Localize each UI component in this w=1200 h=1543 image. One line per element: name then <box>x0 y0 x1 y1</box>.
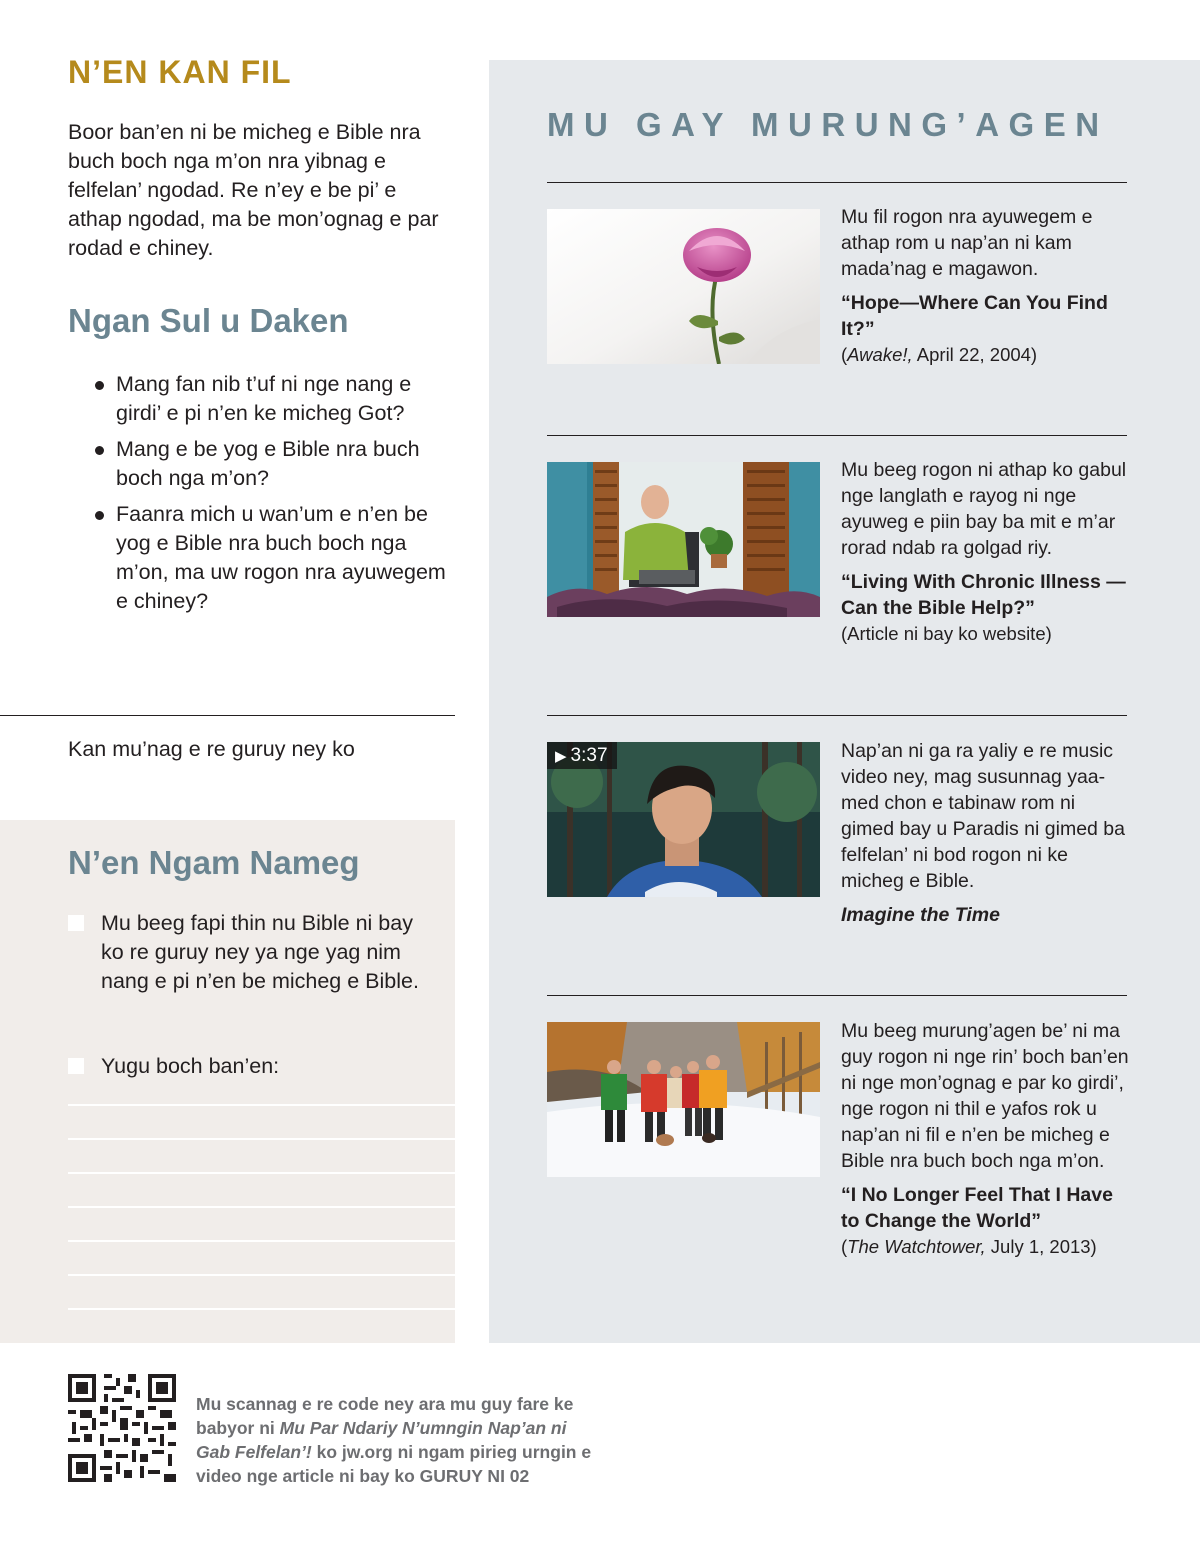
divider <box>547 435 1127 436</box>
video-duration: 3:37 <box>570 745 608 766</box>
video-duration-badge <box>547 742 617 769</box>
writing-line[interactable] <box>68 1206 455 1208</box>
item-title[interactable]: “Living With Chronic Illness —Can the Bible Help?” <box>841 571 1126 619</box>
writing-line[interactable] <box>68 1172 455 1174</box>
goals-panel <box>0 820 455 1343</box>
review-question: Mang e be yog e Bible nra buch boch nga m’on? <box>92 435 452 493</box>
explore-item-text <box>841 457 1131 647</box>
checkbox-icon[interactable] <box>68 915 84 931</box>
writing-line[interactable] <box>68 1274 455 1276</box>
summary-text: Boor ban’en ni be micheg e Bible nra buch boch nga m’on nra yibnag e felfelan’ ngodad. Re n’ey e be pi’ e athap ngodad, ma be mon’ognag e par rodad e chiney. <box>68 120 439 260</box>
explore-item-text <box>841 738 1131 928</box>
goal-item <box>68 909 428 996</box>
assignment-text: Kan mu’nag e re guruy ney ko <box>68 737 355 761</box>
item-source: (The Watchtower, July 1, 2013) <box>841 1236 1097 1257</box>
man-at-window-thumbnail[interactable] <box>547 462 820 617</box>
music-video-thumbnail[interactable] <box>547 742 820 897</box>
review-question-list <box>92 370 452 623</box>
footer-text: Mu scannag e re code ney ara mu guy fare ke babyor ni Mu Par Ndariy N’umngin Nap’an ni Gab Felfelan’! ko jw.org ni ngam pirieg urngin e video nge article ni bay ko GURUY NI 02 <box>196 1394 592 1486</box>
checkbox-icon[interactable] <box>68 1058 84 1074</box>
item-description: Mu fil rogon nra ayuwegem e athap rom u nap’an ni kam mada’nag e magawon. <box>841 206 1093 280</box>
item-description: Nap’an ni ga ra yaliy e re music video ney, mag susunnag yaamed chon e tabinaw rom ni gimed bay u Paradis ni gimed ba felfelan’ ni bod rogon ni ke micheg e Bible. <box>841 740 1125 892</box>
item-source: (Awake!, April 22, 2004) <box>841 344 1038 365</box>
divider <box>547 715 1127 716</box>
item-title[interactable]: “Hope—Where Can You Find It?” <box>841 292 1108 340</box>
snow-walk-thumbnail[interactable] <box>547 1022 820 1177</box>
explore-heading: MU GAY MURUNG’AGEN <box>547 106 1109 143</box>
item-description: Mu beeg murung’agen be’ ni ma guy rogon ni nge rin’ boch ban’en ni nge mon’ognag e par ko girdi’, nge rogon ni thil e yafos rok u nap’an ni fil e n’en be micheg e Bible nra buch boch nga m’on. <box>841 1020 1129 1172</box>
goal-text: Yugu boch ban’en: <box>101 1054 280 1078</box>
goals-heading: N’en Ngam Nameg <box>68 844 360 881</box>
qr-code-icon[interactable] <box>68 1374 176 1482</box>
item-title[interactable]: “I No Longer Feel That I Have to Change the World” <box>841 1184 1113 1232</box>
goal-text: Mu beeg fapi thin nu Bible ni bay ko re guruy ney ya nge yag nim nang e pi n’en be micheg e Bible. <box>101 911 419 993</box>
writing-line[interactable] <box>68 1104 455 1106</box>
flower-thumbnail[interactable] <box>547 209 820 364</box>
review-question: Mang fan nib t’uf ni nge nang e girdi’ e pi n’en ke micheg Got? <box>92 370 452 428</box>
goal-item <box>68 1052 428 1081</box>
explore-item-text <box>841 204 1131 368</box>
review-question: Faanra mich u wan’um e n’en be yog e Bible nra buch boch nga m’on, ma uw rogon nra ayuwegem e chiney? <box>92 500 452 616</box>
item-title[interactable]: Imagine the Time <box>841 904 1000 926</box>
item-description: Mu beeg rogon ni athap ko gabul nge langlath e rayog ni nge ayuweg e piin bay ba mit e m’ar rorad ndab ra golgad riy. <box>841 459 1127 559</box>
summary-heading: N’EN KAN FIL <box>68 54 292 90</box>
divider <box>547 995 1127 996</box>
writing-line[interactable] <box>68 1240 455 1242</box>
divider <box>0 715 455 716</box>
play-icon[interactable]: ▶ <box>555 748 567 765</box>
divider <box>547 182 1127 183</box>
writing-line[interactable] <box>68 1138 455 1140</box>
explore-item-text <box>841 1018 1131 1260</box>
item-source: (Article ni bay ko website) <box>841 623 1052 644</box>
review-heading: Ngan Sul u Daken <box>68 302 349 339</box>
writing-line[interactable] <box>68 1308 455 1310</box>
